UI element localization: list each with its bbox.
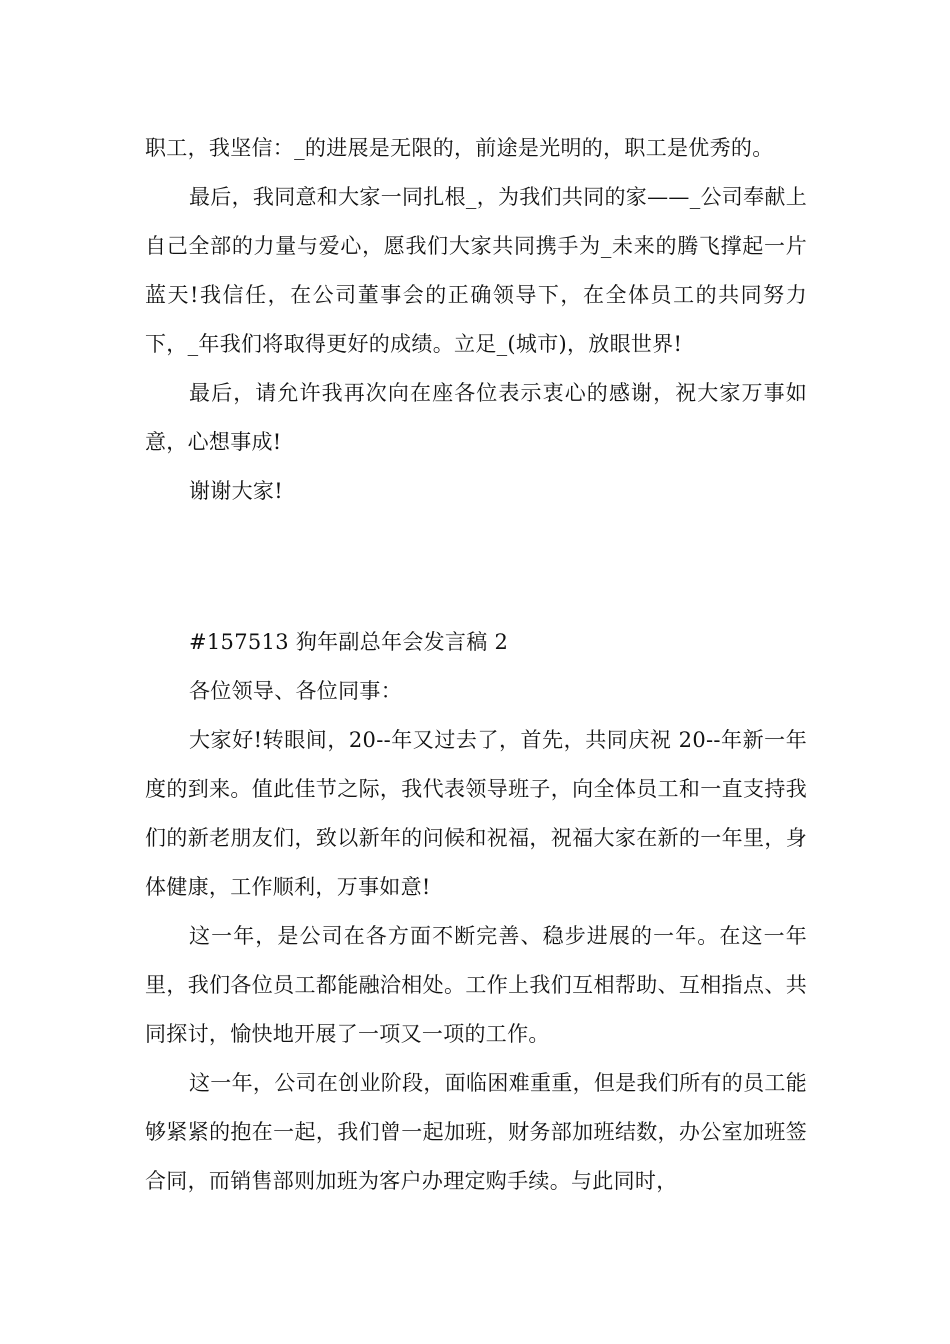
section-title: #157513 狗年副总年会发言稿 2 xyxy=(189,630,509,654)
paragraph: 大家好!转眼间，20--年又过去了，首先，共同庆祝 20--年新一年度的到来。值此佳节之际，我代表领导班子，向全体员工和一直支持我们的新老朋友们，致以新年的问候和祝福，祝福大家在新的一年里，身体健康，工作顺利，万事如意! xyxy=(145,728,807,899)
paragraph: 这一年，是公司在各方面不断完善、稳步进展的一年。在这一年里，我们各位员工都能融洽相处。工作上我们互相帮助、互相指点、共同探讨，愉快地开展了一项又一项的工作。 xyxy=(145,924,807,1046)
paragraph: 最后，请允许我再次向在座各位表示衷心的感谢，祝大家万事如意，心想事成! xyxy=(145,381,807,454)
salutation: 各位领导、各位同事： xyxy=(189,679,402,703)
section-2 xyxy=(145,618,807,1206)
paragraph: 职工，我坚信：_的进展是无限的，前途是光明的，职工是优秀的。 xyxy=(145,136,774,160)
paragraph: 这一年，公司在创业阶段，面临困难重重，但是我们所有的员工能够紧紧的抱在一起，我们曾一起加班，财务部加班结数，办公室加班签合同，而销售部则加班为客户办理定购手续。与此同时， xyxy=(145,1071,807,1193)
section-1 xyxy=(145,124,807,516)
paragraph: 最后，我同意和大家一同扎根_，为我们共同的家——_公司奉献上自己全部的力量与爱心，愿我们大家共同携手为_未来的腾飞撑起一片蓝天!我信任，在公司董事会的正确领导下，在全体员工的共同努力下，_年我们将取得更好的成绩。立足_(城市)，放眼世界! xyxy=(145,185,807,356)
paragraph: 谢谢大家! xyxy=(189,479,283,503)
